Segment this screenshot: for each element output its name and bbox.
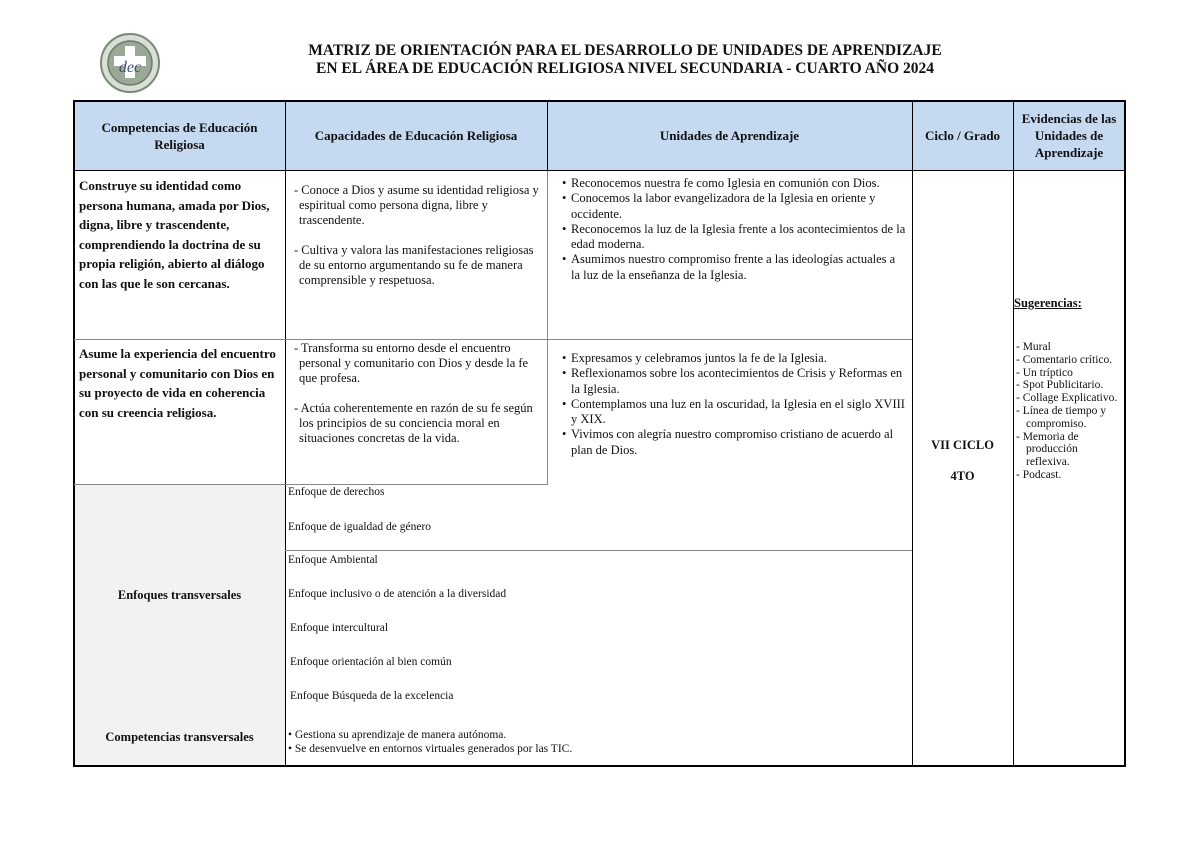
border-left — [73, 100, 75, 767]
sugerencia-item: - Comentario crítico. — [1016, 353, 1113, 366]
header-unidades: Unidades de Aprendizaje — [547, 101, 912, 170]
sugerencia-item: - Spot Publicitario. — [1016, 379, 1104, 392]
unidades-2 — [556, 351, 910, 481]
competencia-transversal-item: • Gestiona su aprendizaje de manera autónoma. — [288, 729, 507, 741]
sugerencias-heading: Sugerencias: — [1014, 296, 1082, 310]
unidad-1-3: • Reconocemos la luz de la Iglesia frente a los acontecimientos de la edad moderna. — [560, 222, 906, 253]
sugerencia-item: - Mural — [1016, 341, 1051, 353]
enfoque-item: Enfoque inclusivo o de atención a la diversidad — [288, 588, 507, 600]
enfoque-item: Enfoque Búsqueda de la excelencia — [290, 690, 454, 702]
competencia-2: Asume la experiencia del encuentro personal y comunitario con Dios en su proyecto de vida en coherencia con su creencia religiosa. — [79, 346, 276, 420]
unidad-2-1: • Expresamos y celebramos juntos la fe de la Iglesia. — [560, 351, 906, 366]
dec-logo — [99, 32, 161, 94]
header-ciclo: Ciclo / Grado — [912, 101, 1013, 170]
title-line-2: EN EL ÁREA DE EDUCACIÓN RELIGIOSA NIVEL SECUNDARIA - CUARTO AÑO 2024 — [316, 60, 934, 77]
capacidad-1-1: - Conoce a Dios y asume su identidad religiosa y espiritual como persona digna, libre y trascendente. — [294, 183, 539, 228]
border-col-4 — [1013, 100, 1014, 766]
sugerencia-item: - Podcast. — [1016, 468, 1062, 481]
sugerencia-item: - Collage Explicativo. — [1016, 392, 1118, 405]
enfoque-item: Enfoque de derechos — [288, 486, 385, 498]
header-competencias: Competencias de Educación Religiosa — [74, 101, 285, 170]
border-bottom — [73, 765, 1126, 767]
grado-label: 4TO — [950, 469, 975, 483]
border-enfoques-split — [285, 550, 912, 551]
sugerencias-list — [1014, 341, 1124, 482]
border-col-2-header — [547, 100, 548, 170]
border-top — [73, 100, 1126, 102]
title-line-1: MATRIZ DE ORIENTACIÓN PARA EL DESARROLLO DE UNIDADES DE APRENDIZAJE — [308, 42, 942, 59]
header-capacidades: Capacidades de Educación Religiosa — [285, 101, 547, 170]
sugerencia-item: - Un tríptico — [1016, 366, 1073, 379]
sugerencia-item: - Línea de tiempo y compromiso. — [1016, 404, 1107, 430]
enfoque-item: Enfoque intercultural — [290, 622, 389, 634]
capacidad-2-1: - Transforma su entorno desde el encuentro personal y comunitario con Dios y desde la fe que profesa. — [294, 341, 529, 386]
sugerencia-item: - Memoria de producción reflexiva. — [1016, 430, 1079, 469]
capacidades-1 — [286, 183, 546, 338]
enfoque-item: Enfoque Ambiental — [288, 554, 378, 566]
border-col-1 — [285, 100, 286, 766]
border-col-2 — [547, 171, 548, 485]
competencia-1: Construye su identidad como persona humana, amada por Dios, digna, libre y trascendente, comprendiendo la doctrina de su propia religión, abierto al diálogo con las que le son cercanas. — [79, 178, 270, 291]
ciclo-grado — [913, 438, 1012, 498]
enfoque-item: Enfoque orientación al bien común — [290, 656, 452, 668]
unidad-2-3: • Contemplamos una luz en la oscuridad, la Iglesia en el siglo XVIII y XIX. — [560, 397, 906, 428]
unidades-1 — [556, 176, 910, 340]
border-row-2 — [74, 484, 547, 485]
unidad-1-4: • Asumimos nuestro compromiso frente a las ideologías actuales a la luz de la enseñanza de la Iglesia. — [560, 252, 906, 283]
unidad-1-1: • Reconocemos nuestra fe como Iglesia en comunión con Dios. — [560, 176, 906, 191]
competencias-transversales-label: Competencias transversales — [105, 729, 254, 744]
capacidad-2-2: - Actúa coherentemente en razón de su fe según los principios de su conciencia moral en situaciones concretas de la vida. — [294, 400, 533, 446]
header-evidencias: Evidencias de las Unidades de Aprendizaje — [1013, 101, 1125, 170]
border-header-bottom — [73, 170, 1126, 171]
capacidades-2 — [286, 341, 546, 484]
border-row-1 — [74, 339, 912, 340]
competencias-transversales-list — [288, 728, 908, 764]
capacidad-1-2: - Cultiva y valora las manifestaciones religiosas de su entorno argumentando su fe de manera comprensible y respetuosa. — [294, 242, 534, 288]
competencia-transversal-item: • Se desenvuelve en entornos virtuales generados por las TIC. — [288, 743, 573, 755]
border-col-3 — [912, 100, 913, 766]
ciclo-label: VII CICLO — [931, 438, 994, 452]
evidencias — [1014, 296, 1124, 596]
enfoque-item: Enfoque de igualdad de género — [288, 521, 432, 533]
page-title — [200, 42, 1050, 78]
unidad-1-2: • Conocemos la labor evangelizadora de la Iglesia en oriente y occidente. — [560, 191, 906, 222]
enfoques-label: Enfoques transversales — [117, 587, 242, 602]
unidad-2-4: • Vivimos con alegría nuestro compromiso cristiano de acuerdo al plan de Dios. — [560, 427, 906, 458]
border-right — [1124, 100, 1126, 767]
logo-text: dec — [118, 59, 142, 76]
unidad-2-2: • Reflexionamos sobre los acontecimientos de Crisis y Reformas en la Iglesia. — [560, 366, 906, 397]
